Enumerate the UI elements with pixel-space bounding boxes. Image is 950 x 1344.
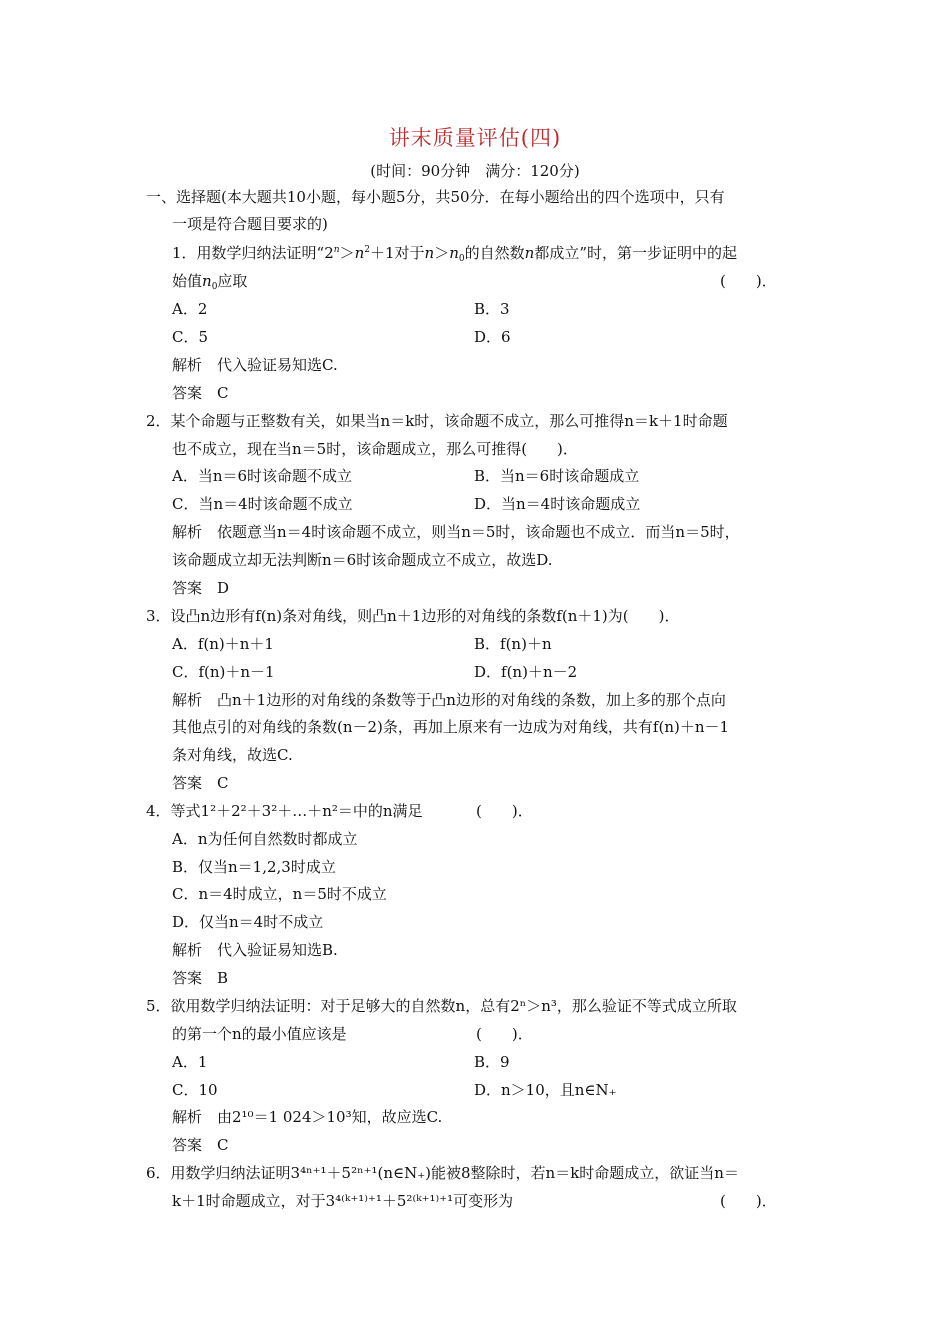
section-heading-line1: 一、选择题(本大题共10小题，每小题5分，共50分．在每小题给出的四个选项中，只有 xyxy=(146,188,725,206)
q4-analysis: 解析 代入验证易知选B. xyxy=(172,941,338,959)
q2-analysis-line2: 该命题成立却无法判断n＝6时该命题成立不成立，故选D. xyxy=(172,551,553,569)
q1-option-a: A．2 xyxy=(172,300,208,318)
q1-stem-line1: 1．用数学归纳法证明“$2^n>n^2+1$对于$n>n_0$的自然数n都成立”时，第一步证明中的起 xyxy=(172,244,737,264)
q2-option-c: C．当n＝4时该命题不成立 xyxy=(172,495,353,513)
q2-option-a: A．当n＝6时该命题不成立 xyxy=(172,467,353,485)
exam-info: (时间：90分钟 满分：120分) xyxy=(370,162,580,180)
q6-stem-line1: 6．用数学归纳法证明3⁴ⁿ⁺¹＋5²ⁿ⁺¹(n∈N₊)能被8整除时，若n＝k时命题成立，欲证当n＝ xyxy=(146,1164,739,1182)
q3-stem: 3．设凸n边形有f(n)条对角线，则凸n＋1边形的对角线的条数f(n＋1)为( )． xyxy=(146,607,680,625)
q5-stem-line1: 5．欲用数学归纳法证明：对于足够大的自然数n，总有2ⁿ＞n³，那么验证不等式成立所取 xyxy=(146,997,737,1015)
q1-answer-paren: ( )． xyxy=(720,272,777,290)
q6-answer-paren: ( )． xyxy=(720,1192,777,1210)
q2-stem-line1: 2．某个命题与正整数有关，如果当n＝k时，该命题不成立，那么可推得n＝k＋1时命题 xyxy=(146,412,728,430)
q2-analysis-line1: 解析 依题意当n＝4时该命题不成立，则当n＝5时，该命题也不成立．而当n＝5时， xyxy=(172,523,740,541)
q1-stem-line2: 始值$n_0$应取 xyxy=(172,272,248,292)
q3-analysis-line2: 其他点引的对角线的条数(n－2)条，再加上原来有一边成为对角线，共有f(n)＋n－1 xyxy=(172,718,730,736)
q5-option-b: B．9 xyxy=(474,1053,510,1071)
q4-option-b: B．仅当n＝1,2,3时成立 xyxy=(172,858,336,876)
q3-option-c: C．f(n)＋n－1 xyxy=(172,663,275,681)
q3-option-d: D．f(n)＋n－2 xyxy=(474,663,578,681)
q5-option-a: A．1 xyxy=(172,1053,208,1071)
q2-option-d: D．当n＝4时该命题成立 xyxy=(474,495,641,513)
q3-analysis-line3: 条对角线，故选C. xyxy=(172,746,293,764)
q1-analysis: 解析 代入验证易知选C. xyxy=(172,356,338,374)
q1-option-c: C．5 xyxy=(172,328,209,346)
q1-option-b: B．3 xyxy=(474,300,510,318)
q3-option-a: A．f(n)＋n＋1 xyxy=(172,635,274,653)
q4-option-c: C．n＝4时成立，n＝5时不成立 xyxy=(172,885,387,903)
q4-option-d: D．仅当n＝4时不成立 xyxy=(172,913,324,931)
q3-analysis-line1: 解析 凸n＋1边形的对角线的条数等于凸n边形的对角线的条数，加上多的那个点向 xyxy=(172,691,726,709)
q5-answer-paren: ( )． xyxy=(476,1025,533,1043)
section-heading-line2: 一项是符合题目要求的) xyxy=(172,215,328,233)
q3-option-b: B．f(n)＋n xyxy=(474,635,552,653)
page-title: 讲末质量评估(四) xyxy=(388,126,562,150)
q5-option-d: D．n＞10，且n∈N₊ xyxy=(474,1081,617,1099)
q5-analysis: 解析 由2¹⁰＝1 024＞10³知，故应选C. xyxy=(172,1108,443,1126)
q5-answer: 答案 C xyxy=(172,1136,229,1154)
q4-answer-paren: ( )． xyxy=(476,802,533,820)
q2-option-b: B．当n＝6时该命题成立 xyxy=(474,467,640,485)
q4-option-a: A．n为任何自然数时都成立 xyxy=(172,830,358,848)
q2-stem-line2: 也不成立，现在当n＝5时，该命题成立，那么可推得( )． xyxy=(172,440,578,458)
q4-answer: 答案 B xyxy=(172,969,229,987)
q3-answer: 答案 C xyxy=(172,774,229,792)
q1-answer: 答案 C xyxy=(172,384,229,402)
q4-stem: 4．等式1²＋2²＋3²＋…＋n²＝中的n满足 xyxy=(146,802,423,820)
q2-answer: 答案 D xyxy=(172,579,230,597)
q1-option-d: D．6 xyxy=(474,328,511,346)
q5-stem-line2: 的第一个n的最小值应该是 xyxy=(172,1025,347,1043)
q6-stem-line2: k＋1时命题成立，对于3⁴⁽ᵏ⁺¹⁾⁺¹＋5²⁽ᵏ⁺¹⁾⁺¹可变形为 xyxy=(172,1192,514,1210)
q5-option-c: C．10 xyxy=(172,1081,218,1099)
